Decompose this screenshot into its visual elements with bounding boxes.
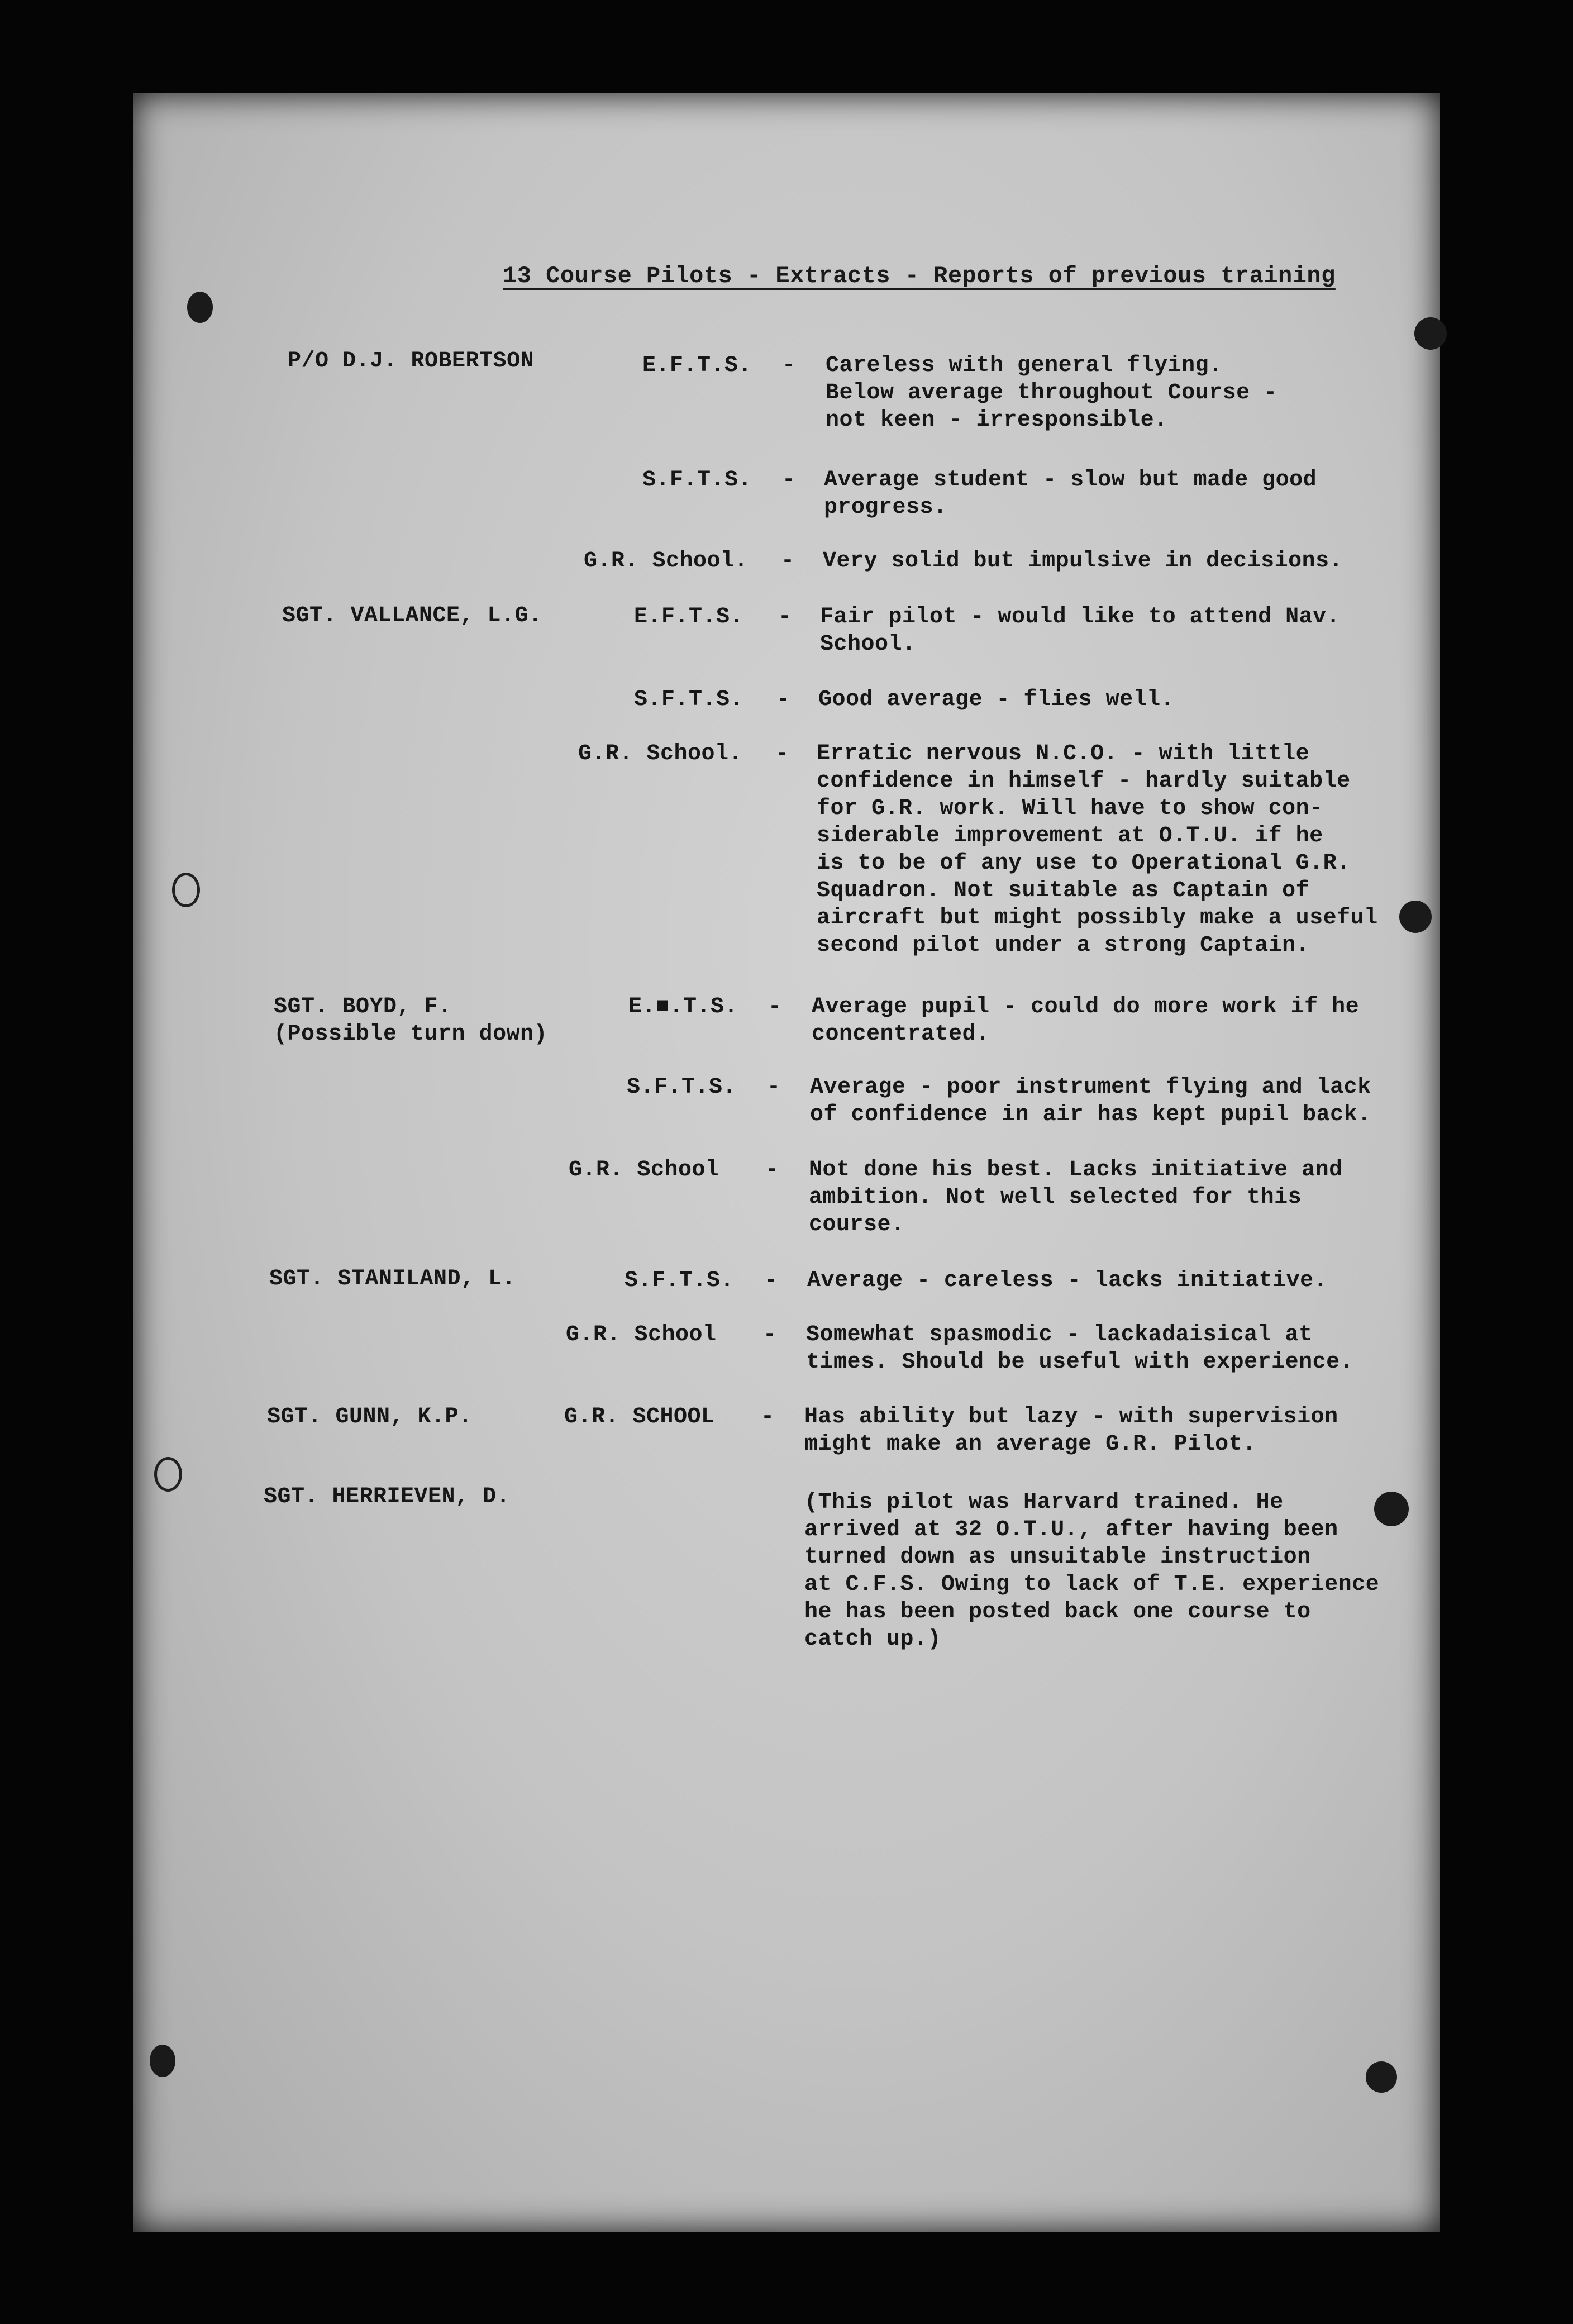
punch-hole-mark (1366, 2061, 1397, 2093)
school-label: E.F.T.S. (642, 353, 752, 378)
punch-hole-mark (154, 1457, 182, 1492)
punch-hole-mark (150, 2045, 175, 2077)
school-label: S.F.T.S. (634, 687, 744, 712)
report-remark: Very solid but impulsive in decisions. (823, 549, 1343, 574)
separator-dash: - (764, 1268, 778, 1293)
separator-dash: - (781, 549, 795, 574)
school-label: G.R. School (566, 1322, 717, 1347)
separator-dash: - (767, 1075, 781, 1100)
school-label: S.F.T.S. (642, 468, 752, 493)
report-remark: Average pupil - could do more work if he concentrated. (812, 994, 1360, 1047)
school-label: G.R. School. (578, 741, 743, 766)
separator-dash: - (778, 604, 792, 630)
separator-dash: - (763, 1322, 777, 1347)
punch-hole-mark (172, 873, 200, 907)
pilot-name: SGT. HERRIEVEN, D. (264, 1484, 511, 1509)
document-title: 13 Course Pilots - Extracts - Reports of previous training (503, 263, 1336, 289)
school-label: G.R. SCHOOL (564, 1404, 715, 1430)
separator-dash: - (782, 468, 796, 493)
punch-hole-mark (1399, 901, 1432, 933)
report-remark: Has ability but lazy - with supervision might make an average G.R. Pilot. (804, 1404, 1338, 1457)
school-label: S.F.T.S. (627, 1075, 737, 1100)
school-label: S.F.T.S. (625, 1268, 735, 1293)
report-remark: Fair pilot - would like to attend Nav. School. (820, 604, 1341, 657)
separator-dash: - (765, 1158, 779, 1183)
report-remark: Good average - flies well. (818, 687, 1175, 712)
pilot-name: SGT. STANILAND, L. (269, 1266, 516, 1292)
punch-hole-mark (1414, 317, 1447, 350)
pilot-name: P/O D.J. ROBERTSON (288, 349, 535, 374)
separator-dash: - (782, 353, 796, 378)
school-label: G.R. School. (584, 549, 749, 574)
report-remark: (This pilot was Harvard trained. He arrived at 32 O.T.U., after having been turned down as unsuitable instruction at C.F.S. Owing to lack of T.E. experience he has been posted back one course to catch up.) (804, 1490, 1380, 1652)
pilot-name: SGT. GUNN, K.P. (267, 1404, 473, 1430)
report-remark: Erratic nervous N.C.O. - with little confidence in himself - hardly suitable for G.R. work. Will have to show con- siderable improvement at O.T.U. if he is to be of any use to Operational G.R. Squadron. Not suitable as Captain of aircraft but might possibly make a useful second pilot under a strong Captain. (817, 741, 1378, 958)
separator-dash: - (776, 687, 790, 712)
pilot-name: SGT. BOYD, F. (Possible turn down) (274, 994, 548, 1047)
school-label: E.■.T.S. (628, 994, 738, 1020)
report-remark: Average - careless - lacks initiative. (807, 1268, 1328, 1293)
report-remark: Careless with general flying. Below average throughout Course - not keen - irresponsible. (826, 353, 1278, 433)
report-remark: Average - poor instrument flying and lack of confidence in air has kept pupil back. (810, 1075, 1371, 1127)
report-remark: Not done his best. Lacks initiative and ambition. Not well selected for this course. (809, 1158, 1343, 1237)
separator-dash: - (775, 741, 789, 766)
pilot-name: SGT. VALLANCE, L.G. (282, 603, 542, 628)
report-remark: Average student - slow but made good progress. (824, 468, 1317, 520)
school-label: E.F.T.S. (634, 604, 744, 630)
separator-dash: - (761, 1404, 775, 1430)
punch-hole-mark (187, 292, 213, 323)
separator-dash: - (768, 994, 782, 1020)
punch-hole-mark (1374, 1492, 1409, 1526)
school-label: G.R. School (569, 1158, 719, 1183)
report-remark: Somewhat spasmodic - lackadaisical at times. Should be useful with experience. (806, 1322, 1354, 1375)
